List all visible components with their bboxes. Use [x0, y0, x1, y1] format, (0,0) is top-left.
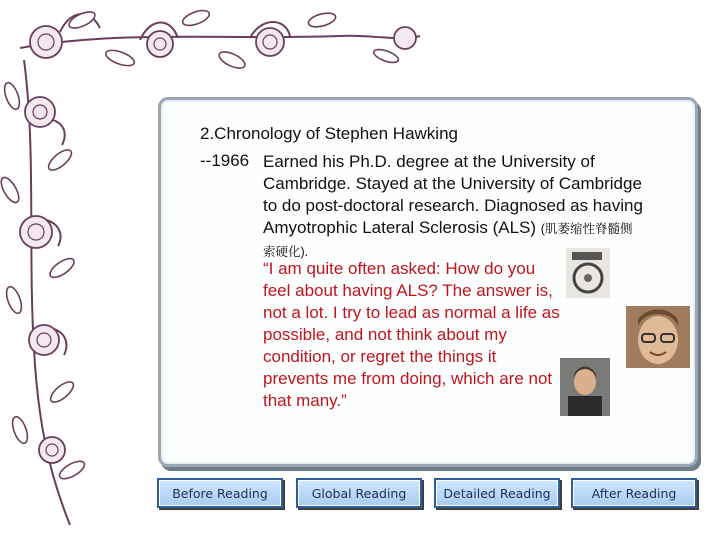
global-reading-button[interactable]: Global Reading — [296, 478, 422, 508]
before-reading-button[interactable]: Before Reading — [157, 478, 283, 508]
hawking-portrait-photo — [560, 358, 610, 416]
wheelchair-photo — [566, 248, 610, 298]
chinese-note: (肌萎缩性脊髓侧索硬化). — [263, 222, 633, 259]
entry-text — [263, 151, 643, 263]
hawking-face-photo — [626, 306, 690, 368]
detailed-reading-button[interactable]: Detailed Reading — [434, 478, 560, 508]
entry-year: --1966 — [200, 151, 250, 170]
entry-description: Earned his Ph.D. degree at the University of Cambridge. Stayed at the University of Cambridge to do post-doctoral research. Diagnosed as having Amyotrophic Lateral Sclerosis (ALS) — [263, 152, 643, 237]
hawking-quote: “I am quite often asked: How do you feel about having ALS? The answer is, not a lot. I try to lead as normal a life as possible, and not think about my condition, or regret the things it prevents me from doing, which are not that many.” — [263, 259, 560, 410]
slide-title: 2.Chronology of Stephen Hawking — [200, 124, 458, 143]
after-reading-button[interactable]: After Reading — [571, 478, 697, 508]
